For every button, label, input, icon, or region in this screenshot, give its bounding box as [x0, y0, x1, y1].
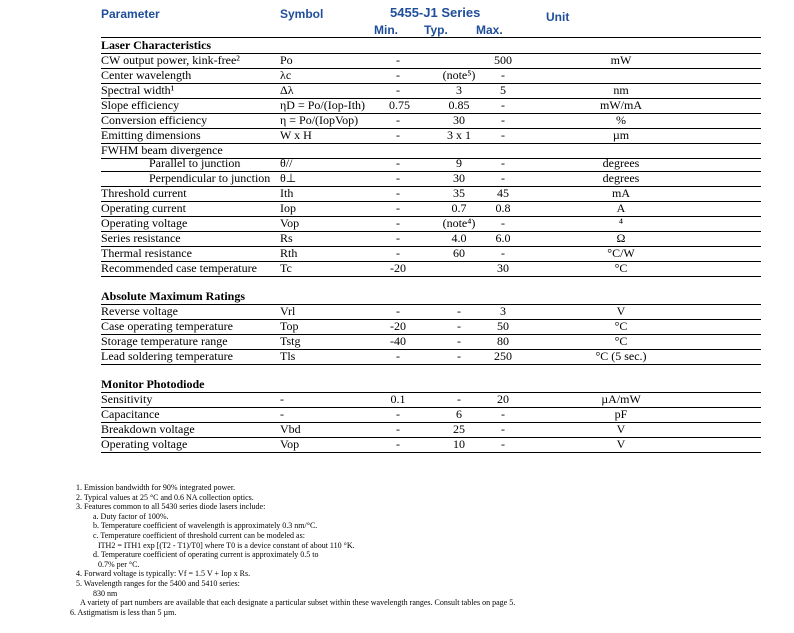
cell-typ: (note⁴)	[442, 216, 476, 230]
cell-unit: °C	[614, 261, 628, 275]
cell-min: -20	[390, 261, 406, 275]
cell-typ: 0.85	[448, 98, 470, 112]
cell-max: 20	[497, 392, 509, 406]
cell-max: -	[501, 437, 505, 451]
footnote: c. Temperature coefficient of threshold current can be modeled as:	[93, 530, 305, 540]
table-row	[101, 246, 761, 261]
cell-param: Spectral width¹	[101, 83, 175, 97]
cell-symbol: -	[280, 407, 284, 421]
cell-param: Series resistance	[101, 231, 181, 245]
cell-max: -	[501, 246, 505, 260]
cell-max: -	[501, 113, 505, 127]
cell-symbol: Ith	[280, 186, 294, 200]
cell-typ: -	[457, 319, 461, 333]
cell-max: 6.0	[495, 231, 511, 245]
cell-symbol: θ//	[280, 156, 293, 170]
cell-max: 250	[494, 349, 512, 363]
cell-symbol: η = Po/(IopVop)	[280, 113, 359, 127]
cell-typ: 30	[453, 113, 465, 127]
cell-param: Absolute Maximum Ratings	[101, 289, 246, 303]
cell-symbol: λc	[280, 68, 292, 82]
header-typ: Typ.	[424, 23, 448, 37]
cell-symbol: Vop	[280, 216, 300, 230]
cell-max: 80	[497, 334, 509, 348]
cell-min: -	[396, 113, 400, 127]
cell-typ: 9	[456, 156, 462, 170]
cell-symbol: Tc	[280, 261, 292, 275]
cell-typ: (note⁵)	[442, 68, 476, 82]
cell-param: Capacitance	[101, 407, 160, 421]
footnote: 3. Features common to all 5430 series diode lasers include:	[76, 502, 266, 512]
cell-param: Reverse voltage	[101, 304, 178, 318]
table-row	[101, 422, 761, 437]
cell-unit: °C	[614, 319, 628, 333]
header-divider	[101, 37, 761, 38]
table-row	[101, 156, 761, 171]
table-row	[101, 334, 761, 349]
cell-unit: ⁴	[618, 216, 624, 230]
cell-param: Laser Characteristics	[101, 38, 212, 52]
cell-min: -	[396, 231, 400, 245]
cell-symbol: θ⊥	[280, 171, 297, 185]
cell-unit: °C/W	[607, 246, 635, 260]
cell-max: 500	[494, 53, 512, 67]
cell-param: Center wavelength	[101, 68, 192, 82]
cell-min: -	[396, 186, 400, 200]
table-row	[101, 231, 761, 246]
cell-param: Thermal resistance	[101, 246, 192, 260]
cell-max: 50	[497, 319, 509, 333]
cell-max: -	[501, 171, 505, 185]
header-parameter: Parameter	[101, 7, 160, 21]
cell-typ: 10	[453, 437, 465, 451]
section-heading	[101, 38, 761, 53]
cell-typ: 30	[453, 171, 465, 185]
cell-symbol: Vop	[280, 437, 300, 451]
cell-min: -20	[390, 319, 406, 333]
cell-param: Breakdown voltage	[101, 422, 195, 436]
cell-unit: Ω	[616, 231, 626, 245]
cell-unit: %	[616, 113, 626, 127]
footnote: ITH2 = ITH1 exp [(T2 - T1)/T0] where T0 is a device constant of about 110 °K.	[98, 540, 355, 550]
footnote: A variety of part numbers are available that each designate a particular subset within these wavelength ranges. Consult tables on page 5.	[80, 598, 516, 608]
cell-param: Threshold current	[101, 186, 187, 200]
cell-min: -	[396, 407, 400, 421]
cell-unit: A	[616, 201, 626, 215]
header-symbol: Symbol	[280, 7, 324, 21]
header-unit: Unit	[546, 10, 570, 24]
cell-symbol: Tls	[280, 349, 296, 363]
footnote: 6. Astigmatism is less than 5 µm.	[70, 607, 177, 617]
cell-symbol: Vbd	[280, 422, 301, 436]
cell-unit: V	[616, 437, 626, 451]
cell-symbol: ηD = Po/(Iop-Ith)	[280, 98, 366, 112]
cell-param: Operating voltage	[101, 216, 188, 230]
cell-typ: 3	[456, 83, 462, 97]
cell-symbol: -	[280, 392, 284, 406]
cell-typ: -	[457, 392, 461, 406]
cell-param: Monitor Photodiode	[101, 377, 205, 391]
row-divider	[101, 364, 761, 365]
cell-typ: 4.0	[451, 231, 467, 245]
cell-param: Recommended case temperature	[101, 261, 257, 275]
table-row	[101, 304, 761, 319]
cell-typ: 35	[453, 186, 465, 200]
cell-typ: 3 x 1	[447, 128, 471, 142]
cell-symbol: Rth	[280, 246, 298, 260]
cell-param: CW output power, kink-free²	[101, 53, 240, 67]
table-row	[101, 113, 761, 128]
cell-param: Conversion efficiency	[101, 113, 208, 127]
cell-unit: degrees	[602, 171, 640, 185]
table-row	[101, 83, 761, 98]
cell-min: -	[396, 68, 400, 82]
cell-unit: mA	[612, 186, 630, 200]
cell-min: -	[396, 201, 400, 215]
cell-max: -	[501, 407, 505, 421]
cell-min: -40	[390, 334, 406, 348]
cell-min: -	[396, 83, 400, 97]
cell-typ: 0.7	[451, 201, 467, 215]
cell-symbol: Iop	[280, 201, 296, 215]
cell-unit: µm	[612, 128, 630, 142]
header-min: Min.	[374, 23, 398, 37]
table-row	[101, 407, 761, 422]
cell-unit: mW/mA	[600, 98, 642, 112]
cell-unit: degrees	[602, 156, 640, 170]
cell-param: Lead soldering temperature	[101, 349, 233, 363]
cell-symbol: Po	[280, 53, 293, 67]
cell-max: 5	[500, 83, 506, 97]
row-divider	[101, 452, 761, 453]
table-row	[101, 392, 761, 407]
cell-unit: nm	[613, 83, 629, 97]
section-heading	[101, 377, 761, 392]
footnote: 4. Forward voltage is typically: Vf = 1.5 V + Iop x Rs.	[76, 569, 251, 579]
cell-min: -	[396, 246, 400, 260]
footnote: 5. Wavelength ranges for the 5400 and 5410 series:	[76, 578, 240, 588]
cell-max: -	[501, 422, 505, 436]
cell-min: -	[396, 422, 400, 436]
cell-typ: 6	[456, 407, 462, 421]
cell-param: Storage temperature range	[101, 334, 228, 348]
cell-max: 30	[497, 261, 509, 275]
table-row	[101, 319, 761, 334]
cell-param: Sensitivity	[101, 392, 153, 406]
cell-min: -	[396, 156, 400, 170]
cell-min: -	[396, 216, 400, 230]
cell-param: Slope efficiency	[101, 98, 180, 112]
cell-param: Case operating temperature	[101, 319, 233, 333]
cell-unit: V	[616, 422, 626, 436]
cell-param: Parallel to junction	[149, 156, 241, 170]
footnote: a. Duty factor of 100%.	[93, 511, 169, 521]
cell-min: -	[396, 437, 400, 451]
footnote: 2. Typical values at 25 °C and 0.6 NA collection optics.	[76, 492, 254, 502]
footnote: 1. Emission bandwidth for 90% integrated power.	[76, 483, 236, 492]
table-row	[101, 186, 761, 201]
cell-max: 0.8	[495, 201, 511, 215]
footnotes	[70, 483, 776, 617]
cell-typ: 25	[453, 422, 465, 436]
table-row	[101, 171, 761, 186]
cell-max: 45	[497, 186, 509, 200]
cell-min: -	[396, 128, 400, 142]
footnote: 0.7% per °C.	[98, 559, 140, 569]
cell-max: -	[501, 98, 505, 112]
footnote: d. Temperature coefficient of operating current is approximately 0.5 to	[93, 550, 319, 560]
cell-typ: -	[457, 334, 461, 348]
cell-param: Perpendicular to junction	[149, 171, 271, 185]
cell-param: Operating voltage	[101, 437, 188, 451]
cell-param: FWHM beam divergence	[101, 143, 223, 157]
cell-min: 0.75	[389, 98, 410, 112]
cell-unit: V	[616, 304, 626, 318]
header-max: Max.	[476, 23, 503, 37]
table-row	[101, 128, 761, 143]
cell-min: -	[396, 53, 400, 67]
cell-max: -	[501, 68, 505, 82]
cell-unit: °C	[614, 334, 628, 348]
section-heading	[101, 289, 761, 304]
cell-symbol: Vrl	[280, 304, 296, 318]
cell-symbol: Top	[280, 319, 299, 333]
cell-symbol: W x H	[280, 128, 312, 142]
footnote: b. Temperature coefficient of wavelength is approximately 0.3 nm/°C.	[93, 521, 318, 531]
table-row	[101, 261, 761, 276]
cell-typ: -	[457, 304, 461, 318]
cell-unit: °C (5 sec.)	[595, 349, 647, 363]
cell-typ: -	[457, 349, 461, 363]
row-divider	[101, 276, 761, 277]
cell-unit: pF	[614, 407, 628, 421]
table-row	[101, 437, 761, 452]
cell-param: Emitting dimensions	[101, 128, 201, 142]
cell-max: -	[501, 156, 505, 170]
cell-min: -	[396, 304, 400, 318]
cell-min: -	[396, 349, 400, 363]
cell-typ: 60	[453, 246, 465, 260]
table-row	[101, 201, 761, 216]
cell-min: -	[396, 171, 400, 185]
cell-max: 3	[500, 304, 506, 318]
table-row	[101, 53, 761, 68]
table-row	[101, 98, 761, 113]
cell-min: 0.1	[390, 392, 406, 406]
table-row	[101, 68, 761, 83]
cell-symbol: Tstg	[280, 334, 301, 348]
cell-symbol: Rs	[280, 231, 293, 245]
cell-unit: µA/mW	[601, 392, 641, 406]
table-row	[101, 349, 761, 364]
header-series: 5455-J1 Series	[390, 5, 481, 20]
cell-unit: mW	[610, 53, 632, 67]
cell-max: -	[501, 128, 505, 142]
cell-param: Operating current	[101, 201, 186, 215]
cell-max: -	[501, 216, 505, 230]
footnote: 830 nm	[93, 588, 118, 598]
table-row	[101, 216, 761, 231]
cell-symbol: Δλ	[280, 83, 294, 97]
